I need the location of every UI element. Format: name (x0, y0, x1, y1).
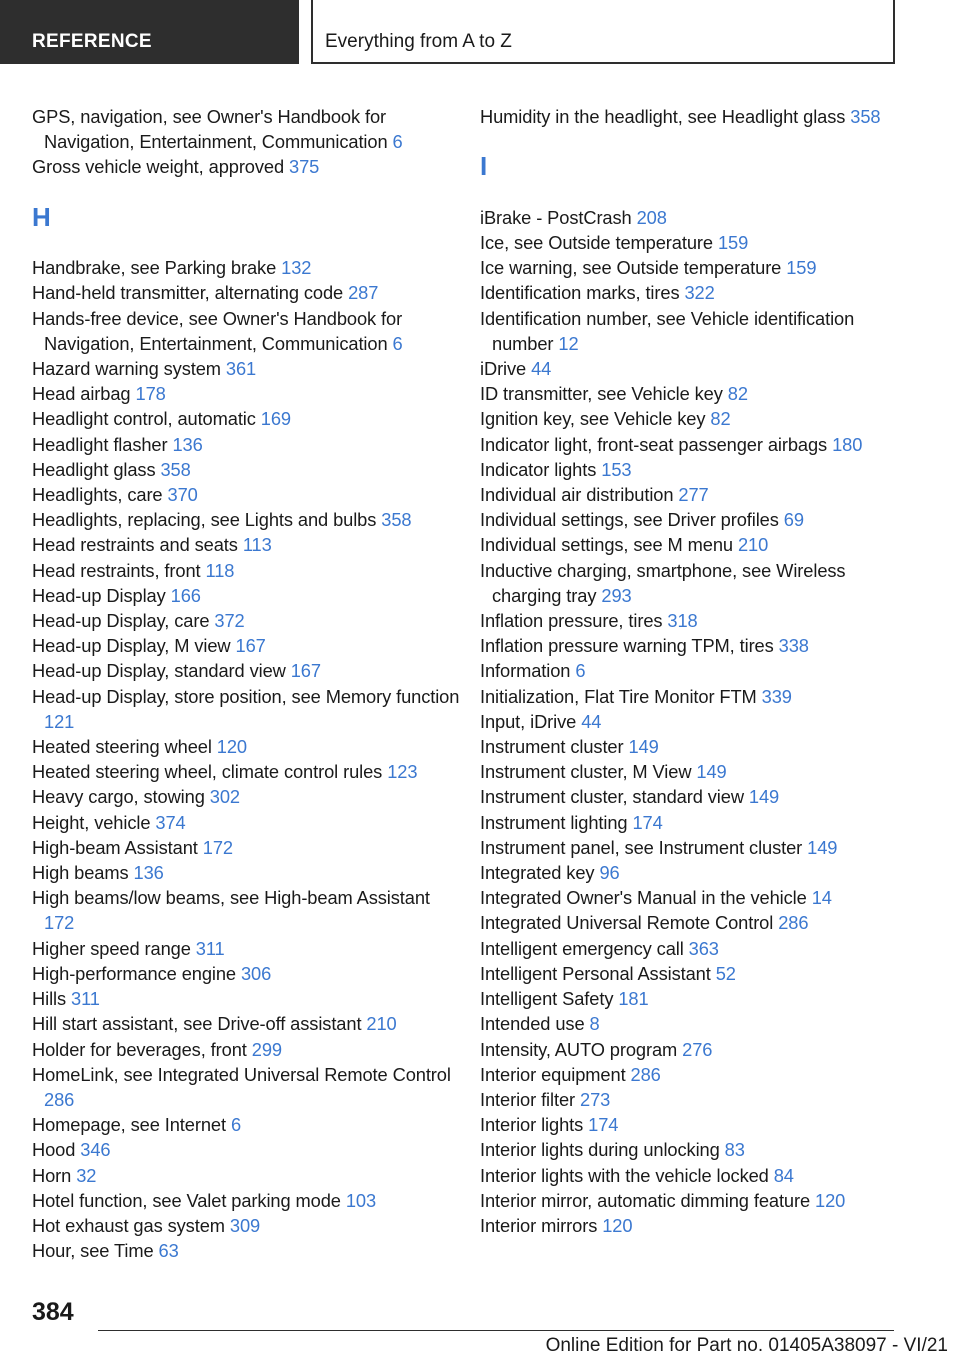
page-reference-link[interactable]: 172 (44, 912, 75, 934)
page-reference-link[interactable]: 82 (710, 408, 731, 430)
page-reference-link[interactable]: 149 (807, 836, 838, 858)
page-reference-link[interactable]: 318 (667, 610, 698, 632)
page-reference-link[interactable]: 210 (366, 1013, 397, 1035)
index-entry (480, 104, 910, 129)
index-entry (32, 684, 462, 734)
index-entry (480, 633, 910, 658)
index-entry-text: iBrake - PostCrash (480, 206, 632, 228)
index-entry-text: Head-up Display, store position, see Memory function (32, 685, 460, 707)
index-entry (32, 154, 462, 179)
page-reference-link[interactable]: 286 (44, 1088, 75, 1110)
index-entry-text: Head airbag (32, 383, 131, 405)
index-entry (480, 910, 910, 935)
index-entry (32, 381, 462, 406)
index-entry-text: Humidity in the headlight, see Headlight glass (480, 106, 846, 127)
index-entry (32, 1238, 462, 1263)
index-entry (480, 432, 910, 457)
index-entry (32, 1062, 462, 1112)
index-entry (480, 406, 910, 431)
index-entry (480, 205, 910, 230)
index-entry (32, 961, 462, 986)
page-reference-link[interactable]: 103 (345, 1189, 377, 1211)
page-reference-link[interactable]: 44 (531, 358, 552, 380)
page-reference-link[interactable]: 178 (135, 383, 166, 405)
index-entry-text: Interior lights during unlocking (480, 1139, 720, 1161)
index-entry (480, 835, 910, 860)
index-entry (480, 1011, 910, 1036)
index-entry-text: Interior lights with the vehicle locked (480, 1164, 769, 1186)
index-entry-text: Hill start assistant, see Drive-off assistant (32, 1013, 362, 1035)
index-entry-text: Inflation pressure, tires (480, 610, 663, 632)
index-entry-text: ID transmitter, see Vehicle key (480, 383, 723, 405)
page-reference-link[interactable]: 299 (251, 1038, 282, 1060)
index-entry (480, 558, 910, 608)
index-entry (480, 532, 910, 557)
index-entry (32, 885, 462, 935)
page-reference-link[interactable]: 63 (158, 1240, 179, 1262)
index-entry (32, 532, 462, 557)
index-entry-text: Initialization, Flat Tire Monitor FTM (480, 685, 757, 707)
index-entry-text: iDrive (480, 358, 527, 380)
page-reference-link[interactable]: 375 (289, 156, 320, 178)
index-entry (32, 1112, 462, 1137)
index-entry (480, 734, 910, 759)
page-reference-link[interactable]: 167 (235, 635, 266, 657)
index-entry (480, 1037, 910, 1062)
index-entry-text: Head-up Display, care (32, 610, 210, 632)
index-entry-text: Homepage, see Internet (32, 1114, 226, 1136)
section-tab: REFERENCE (0, 0, 299, 64)
index-column-right (480, 104, 910, 1238)
index-entry-text: Integrated Universal Remote Control (480, 912, 774, 934)
index-entry-text: Higher speed range (32, 937, 191, 959)
page-reference-link[interactable]: 121 (44, 710, 75, 732)
index-entry-text: Heated steering wheel, climate control rules (32, 761, 383, 783)
index-entry (32, 406, 462, 431)
index-entry (32, 1188, 462, 1213)
index-entry-text: Hood (32, 1139, 76, 1161)
index-entry (32, 1213, 462, 1238)
index-entry (480, 1213, 910, 1238)
index-entry-text: Head restraints and seats (32, 534, 238, 556)
index-entry (32, 507, 462, 532)
page-reference-link[interactable]: 287 (348, 282, 379, 304)
index-entry-text: Integrated key (480, 862, 595, 884)
page-reference-link[interactable]: 174 (588, 1114, 619, 1136)
page-reference-link[interactable]: 286 (630, 1063, 661, 1085)
page-reference-link[interactable]: 6 (230, 1114, 242, 1136)
index-entry (480, 885, 910, 910)
page-reference-link[interactable]: 172 (202, 836, 233, 858)
index-entry (32, 658, 462, 683)
index-entry (480, 936, 910, 961)
page-reference-link[interactable]: 361 (225, 358, 257, 380)
page-reference-link[interactable]: 149 (628, 736, 659, 758)
page-reference-link[interactable]: 32 (76, 1164, 97, 1186)
page-title: Everything from A to Z (311, 0, 895, 64)
index-entry-text: Handbrake, see Parking brake (32, 257, 277, 279)
index-entry-text: Hazard warning system (32, 358, 221, 380)
index-entry-text: Heated steering wheel (32, 736, 212, 758)
index-entry (32, 280, 462, 305)
index-entry-text: Hands-free device, see Owner's Handbook for Navigation, Entertainment, Communication (32, 307, 403, 354)
index-entry-text: Hand-held transmitter, alternating code (32, 282, 344, 304)
page-reference-link[interactable]: 180 (832, 433, 863, 455)
index-entry-text: High beams (32, 862, 129, 884)
index-entry-text: Indicator light, front-seat passenger airbags (480, 433, 828, 455)
index-entry (480, 784, 910, 809)
index-entry-text: Hotel function, see Valet parking mode (32, 1189, 341, 1211)
index-entry (32, 784, 462, 809)
page-reference-link[interactable]: 6 (575, 660, 586, 682)
index-entry (480, 608, 910, 633)
page-reference-link[interactable]: 358 (381, 509, 412, 531)
index-entry (32, 306, 462, 356)
index-entry (32, 1137, 462, 1162)
index-entry-text: Ice warning, see Outside temperature (480, 257, 782, 279)
page-reference-link[interactable]: 174 (632, 811, 663, 833)
page-reference-link[interactable]: 113 (242, 534, 272, 556)
index-entry (32, 104, 462, 154)
index-entry-text: Head-up Display, M view (32, 635, 231, 657)
index-entry (32, 432, 462, 457)
index-entry-text: Headlight flasher (32, 433, 168, 455)
page-number: 384 (32, 1298, 74, 1326)
index-entry (32, 810, 462, 835)
index-entry (480, 1112, 910, 1137)
index-entry-text: Headlight control, automatic (32, 408, 256, 430)
index-entry-text: Hills (32, 988, 67, 1010)
index-entry-text: HomeLink, see Integrated Universal Remote Control (32, 1063, 451, 1085)
index-entry-text: Height, vehicle (32, 811, 151, 833)
index-entry (480, 381, 910, 406)
page-reference-link[interactable]: 372 (214, 610, 245, 632)
page-reference-link[interactable]: 277 (678, 484, 709, 506)
edition-note: Online Edition for Part no. 01405A38097 - VI/21 (545, 1335, 948, 1356)
index-entry (32, 986, 462, 1011)
page-reference-link[interactable]: 153 (601, 458, 632, 480)
index-entry-text: GPS, navigation, see Owner's Handbook for Navigation, Entertainment, Communication (32, 106, 388, 153)
page-reference-link[interactable]: 8 (589, 1013, 600, 1035)
index-entry (480, 1087, 910, 1112)
index-entry-text: Heavy cargo, stowing (32, 786, 205, 808)
index-entry (32, 457, 462, 482)
index-entry-text: Headlight glass (32, 458, 156, 480)
index-entry-text: Headlights, care (32, 484, 163, 506)
index-entry (32, 936, 462, 961)
page-reference-link[interactable]: 339 (761, 685, 792, 707)
index-entry-text: High beams/low beams, see High-beam Assistant (32, 887, 430, 909)
index-entry-text: Interior equipment (480, 1063, 626, 1085)
index-entry-text: Inductive charging, smartphone, see Wireless charging tray (480, 559, 846, 606)
page-reference-link[interactable]: 14 (811, 887, 832, 909)
index-entry-text: Instrument lighting (480, 811, 628, 833)
index-entry-text: Instrument cluster, M View (480, 761, 692, 783)
page-reference-link[interactable]: 69 (783, 509, 804, 531)
index-entry (480, 230, 910, 255)
index-entry (32, 835, 462, 860)
index-entry-text: Headlights, replacing, see Lights and bulbs (32, 509, 377, 531)
index-entry-text: Holder for beverages, front (32, 1038, 247, 1060)
index-entry (32, 734, 462, 759)
index-entry (480, 306, 910, 356)
index-entry-text: Head restraints, front (32, 559, 201, 581)
section-letter: H (32, 201, 51, 232)
page-reference-link[interactable]: 159 (786, 257, 817, 279)
index-entry (32, 482, 462, 507)
index-entry (32, 1037, 462, 1062)
index-entry (480, 860, 910, 885)
index-entry (480, 482, 910, 507)
index-entry (480, 457, 910, 482)
page-reference-link[interactable]: 273 (580, 1088, 611, 1110)
index-entry-text: Indicator lights (480, 458, 597, 480)
index-entry-text: High-performance engine (32, 962, 236, 984)
page-reference-link[interactable]: 52 (715, 962, 736, 984)
index-entry (480, 356, 910, 381)
index-entry (480, 507, 910, 532)
index-entry-text: Individual settings, see M menu (480, 534, 733, 556)
index-column-left (32, 104, 462, 1263)
page-reference-link[interactable]: 6 (392, 332, 403, 354)
page-reference-link[interactable]: 120 (216, 736, 247, 758)
page-reference-link[interactable]: 120 (815, 1189, 846, 1211)
index-entry-text: Instrument cluster (480, 736, 624, 758)
page-reference-link[interactable]: 286 (778, 912, 809, 934)
page-reference-link[interactable]: 302 (209, 786, 240, 808)
index-entry (32, 860, 462, 885)
page-reference-link[interactable]: 208 (636, 206, 667, 228)
page-reference-link[interactable]: 83 (724, 1139, 745, 1161)
page-reference-link[interactable]: 123 (387, 761, 418, 783)
page-reference-link[interactable]: 358 (850, 106, 881, 127)
index-entry (32, 583, 462, 608)
page-reference-link[interactable]: 44 (581, 710, 602, 732)
index-entry-text: Intelligent Personal Assistant (480, 962, 711, 984)
section-letter: I (480, 151, 488, 182)
index-entry (32, 1011, 462, 1036)
index-entry-text: Ice, see Outside temperature (480, 232, 713, 253)
page-reference-link[interactable]: 374 (155, 811, 186, 833)
index-entry (480, 684, 910, 709)
index-entry-text: Integrated Owner's Manual in the vehicle (480, 887, 807, 909)
page-reference-link[interactable]: 166 (170, 584, 201, 606)
index-entry (480, 280, 910, 305)
page-reference-link[interactable]: 322 (684, 282, 715, 304)
index-entry (32, 608, 462, 633)
index-entry (480, 1062, 910, 1087)
page-reference-link[interactable]: 132 (281, 257, 312, 279)
index-entry-text: Ignition key, see Vehicle key (480, 408, 706, 430)
index-entry-text: Identification number, see Vehicle identification number (480, 307, 855, 354)
index-entry-text: Interior lights (480, 1114, 584, 1136)
page-reference-link[interactable]: 167 (290, 660, 321, 682)
index-entry-text: Intensity, AUTO program (480, 1038, 678, 1060)
index-entry (480, 759, 910, 784)
index-entry-text: Intelligent Safety (480, 988, 614, 1010)
page-reference-link[interactable]: 306 (240, 962, 272, 984)
page-reference-link[interactable]: 293 (601, 584, 632, 606)
index-entry-text: Individual air distribution (480, 484, 674, 506)
index-entry (32, 633, 462, 658)
page-reference-link[interactable]: 136 (133, 862, 164, 884)
index-entry (32, 558, 462, 583)
page-reference-link[interactable]: 149 (748, 786, 780, 808)
index-entry-text: Instrument cluster, standard view (480, 786, 744, 808)
index-entry (480, 986, 910, 1011)
page-reference-link[interactable]: 149 (696, 761, 727, 783)
page-reference-link[interactable]: 6 (392, 131, 403, 153)
index-entry (32, 255, 462, 280)
page-reference-link[interactable]: 370 (167, 484, 198, 506)
page-reference-link[interactable]: 276 (682, 1038, 713, 1060)
page-reference-link[interactable]: 358 (160, 458, 191, 480)
index-entry-text: Interior mirrors (480, 1214, 598, 1236)
index-entry (32, 356, 462, 381)
index-entry-text: Interior mirror, automatic dimming feature (480, 1189, 811, 1211)
index-entry-text: Hot exhaust gas system (32, 1214, 225, 1236)
index-entry (480, 1163, 910, 1188)
index-entry-text: Instrument panel, see Instrument cluster (480, 836, 803, 858)
index-entry (480, 709, 910, 734)
page-reference-link[interactable]: 136 (172, 433, 203, 455)
page-reference-link[interactable]: 311 (71, 988, 100, 1010)
footer-divider (98, 1330, 894, 1331)
page-header (0, 0, 960, 66)
index-entry-text: Hour, see Time (32, 1240, 154, 1262)
page-reference-link[interactable]: 159 (717, 232, 749, 253)
page-reference-link[interactable]: 84 (773, 1164, 794, 1186)
index-entry (480, 961, 910, 986)
index-entry-text: High-beam Assistant (32, 836, 198, 858)
page-reference-link[interactable]: 363 (688, 937, 719, 959)
page-reference-link[interactable]: 12 (558, 332, 579, 354)
page-reference-link[interactable]: 96 (599, 862, 620, 884)
index-entry (480, 1188, 910, 1213)
index-entry (480, 255, 910, 280)
index-entry (480, 1137, 910, 1162)
page-reference-link[interactable]: 338 (778, 635, 809, 657)
index-entry-text: Head-up Display (32, 584, 166, 606)
index-entry (32, 1163, 462, 1188)
index-entry-text: Gross vehicle weight, approved (32, 156, 285, 178)
page-reference-link[interactable]: 120 (602, 1214, 633, 1236)
page-reference-link[interactable]: 82 (727, 383, 748, 405)
page-reference-link[interactable]: 118 (205, 559, 235, 581)
index-entry (480, 658, 910, 683)
index-entry-text: Horn (32, 1164, 72, 1186)
page-reference-link[interactable]: 346 (80, 1139, 111, 1161)
page-reference-link[interactable]: 311 (195, 937, 225, 959)
page-reference-link[interactable]: 210 (737, 534, 769, 556)
index-entry-text: Identification marks, tires (480, 282, 680, 304)
page-reference-link[interactable]: 181 (618, 988, 649, 1010)
index-entry-text: Inflation pressure warning TPM, tires (480, 635, 774, 657)
index-entry-text: Information (480, 660, 571, 682)
index-entry-text: Interior filter (480, 1088, 576, 1110)
index-entry (32, 759, 462, 784)
index-entry-text: Intelligent emergency call (480, 937, 684, 959)
index-entry-text: Head-up Display, standard view (32, 660, 286, 682)
index-entry-text: Input, iDrive (480, 710, 577, 732)
index-entry-text: Intended use (480, 1013, 585, 1035)
index-entry-text: Individual settings, see Driver profiles (480, 509, 779, 531)
index-entry (480, 810, 910, 835)
page-reference-link[interactable]: 169 (260, 408, 291, 430)
page-reference-link[interactable]: 309 (229, 1214, 261, 1236)
